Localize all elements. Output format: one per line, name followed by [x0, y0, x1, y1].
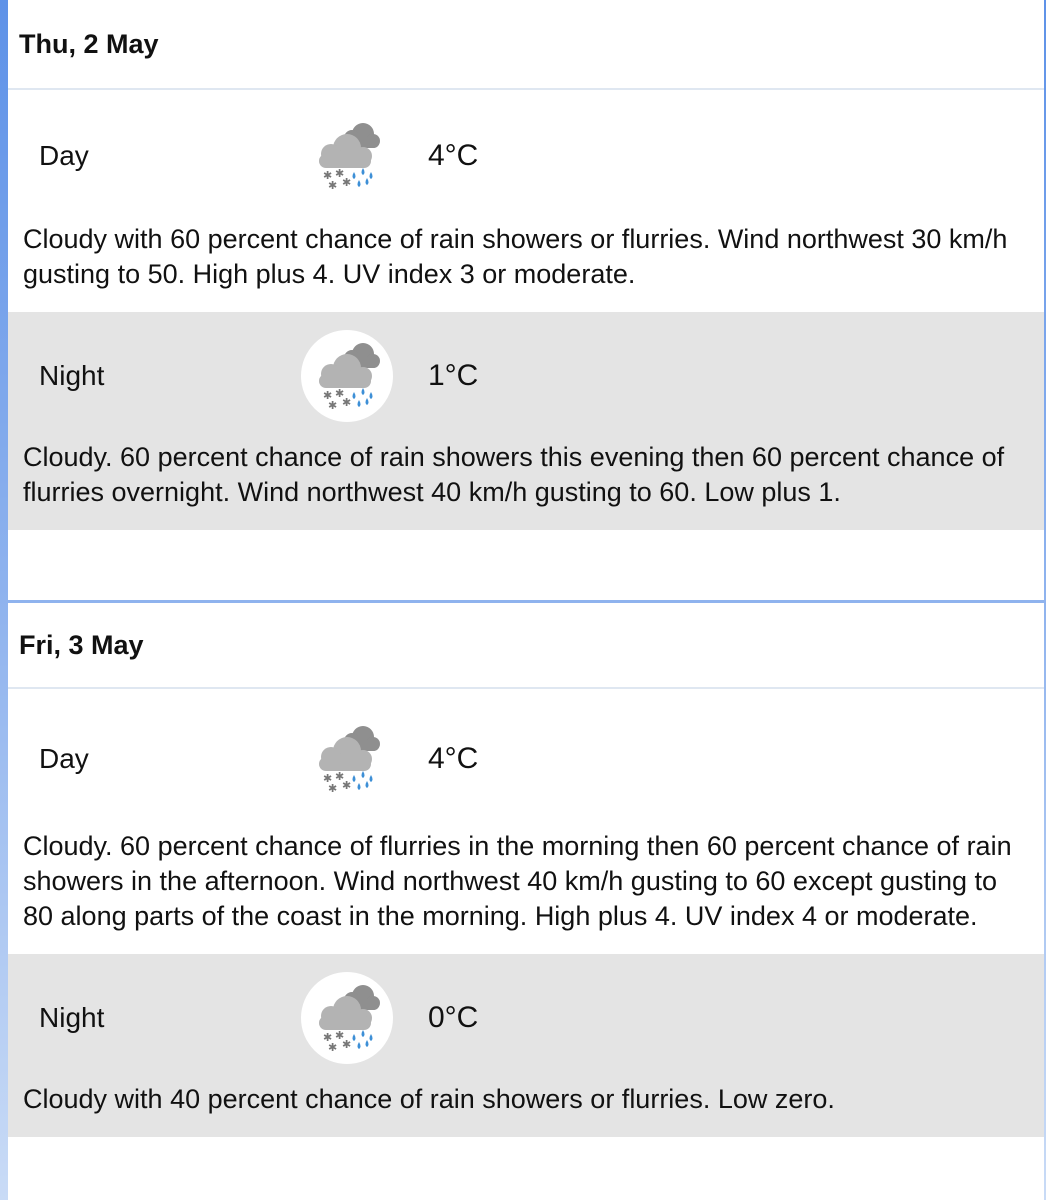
svg-text:✱: ✱	[335, 770, 345, 783]
cloudy-rain-snow-icon	[301, 972, 393, 1064]
temperature-value: 0°C	[428, 1001, 479, 1034]
temperature-value: 4°C	[428, 742, 479, 775]
svg-text:✱: ✱	[323, 772, 333, 785]
svg-text:✱: ✱	[323, 1031, 333, 1044]
forecast-date-header: Fri, 3 May	[8, 603, 1044, 689]
svg-text:✱: ✱	[342, 779, 352, 792]
svg-text:✱: ✱	[328, 179, 338, 192]
forecast-summary: Cloudy with 60 percent chance of rain showers or flurries. Wind northwest 30 km/h gusting to 50. High plus 4. UV index 3 or moderate.	[23, 224, 1008, 289]
svg-text:✱: ✱	[342, 176, 352, 189]
forecast-day-card	[8, 603, 1044, 1200]
forecast-summary: Cloudy. 60 percent chance of flurries in the morning then 60 percent chance of rain showers in the afternoon. Wind northwest 40 km/h gusting to 60 except gusting to 80 along parts of the coast in the morning. High plus 4. UV index 4 or moderate.	[23, 831, 1012, 931]
temperature-value: 4°C	[428, 139, 479, 172]
temperature-value: 1°C	[428, 359, 479, 392]
forecast-summary: Cloudy with 40 percent chance of rain showers or flurries. Low zero.	[23, 1084, 835, 1114]
svg-text:✱: ✱	[328, 1041, 338, 1054]
cloudy-rain-snow-icon	[301, 713, 393, 805]
svg-text:✱: ✱	[335, 167, 345, 180]
cloudy-rain-snow-icon	[301, 110, 393, 202]
cloudy-rain-snow-icon	[301, 330, 393, 422]
svg-text:✱: ✱	[342, 396, 352, 409]
svg-text:✱: ✱	[323, 169, 333, 182]
period-label: Night	[39, 360, 105, 391]
svg-text:✱: ✱	[328, 399, 338, 412]
forecast-period-day[interactable]	[8, 90, 1044, 312]
svg-text:✱: ✱	[335, 1029, 345, 1042]
forecast-period-day[interactable]	[8, 689, 1044, 954]
svg-text:✱: ✱	[323, 389, 333, 402]
period-label: Day	[39, 743, 89, 774]
forecast-period-night[interactable]	[8, 954, 1044, 1137]
svg-text:✱: ✱	[335, 387, 345, 400]
period-label: Day	[39, 140, 89, 171]
forecast-date-header: Thu, 2 May	[8, 0, 1044, 90]
forecast-period-night[interactable]	[8, 312, 1044, 530]
forecast-summary: Cloudy. 60 percent chance of rain showers this evening then 60 percent chance of flurries overnight. Wind northwest 40 km/h gusting to 60. Low plus 1.	[23, 442, 1005, 507]
period-label: Night	[39, 1002, 105, 1033]
svg-text:✱: ✱	[342, 1038, 352, 1051]
svg-text:✱: ✱	[328, 782, 338, 795]
forecast-day-card	[8, 0, 1044, 600]
